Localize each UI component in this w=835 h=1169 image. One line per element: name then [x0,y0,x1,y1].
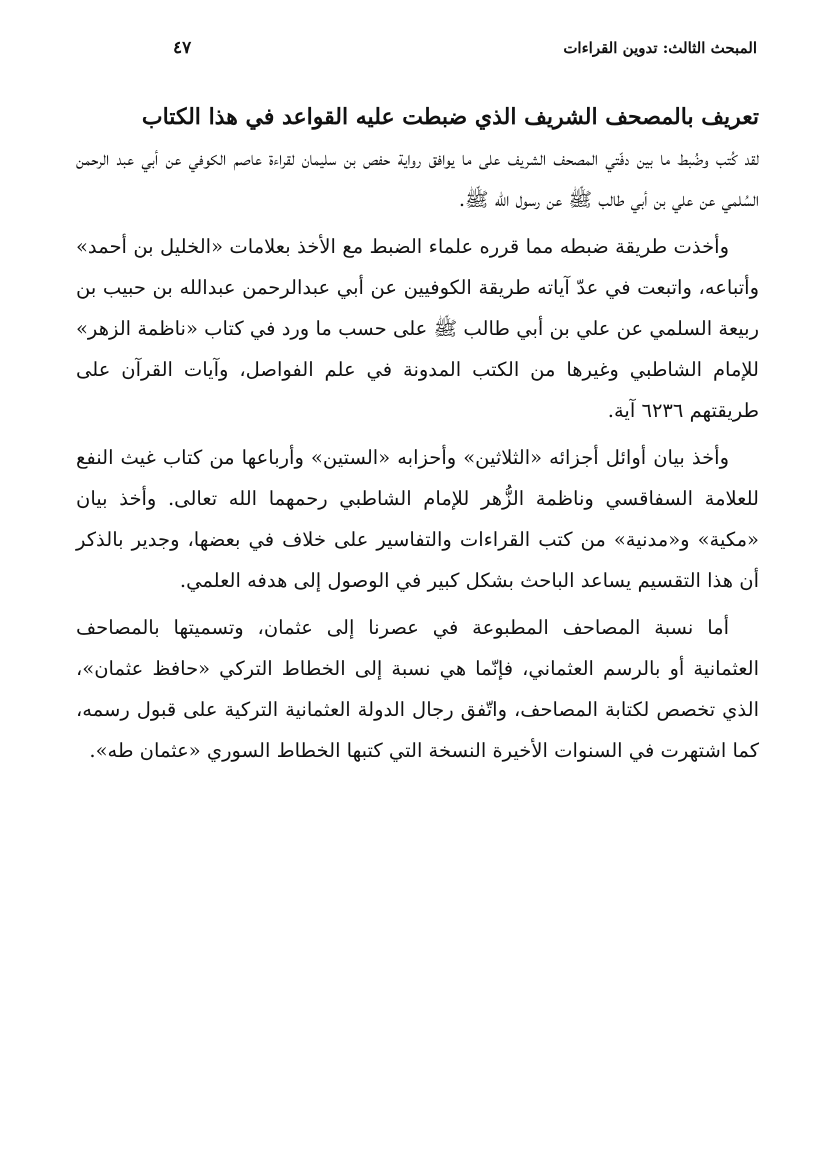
running-title: المبحث الثالث: تدوين القراءات [563,39,757,57]
page-body [76,97,759,777]
page-number: ٤٧ [173,38,192,58]
paragraph-1: لقد كُتب وضُبط ما بين دفّتي المصحف الشريف على ما يوافق رواية حفص بن سليمان لقراءة عاصم الكوفي عن أبي عبد الرحمن السُلمي عن علي بن أبي طالب ﷺ عن رسول الله ﷺ. [76,147,759,211]
running-header [78,34,757,62]
section-heading: تعريف بالمصحف الشريف الذي ضبطت عليه القواعد في هذا الكتاب [141,104,759,130]
paragraph-3: وأخذ بيان أوائل أجزائه «الثلاثين» وأحزابه «الستين» وأرباعها من كتاب غيث النفع للعلامة السفاقسي وناظمة الزُّهر للإمام الشاطبي رحمهما الله تعالى. وأخذ بيان «مكية» و«مدنية» من كتب القراءات والتفاسير على خلاف في بعضها، وجدير بالذكر أن هذا التقسيم يساعد الباحث بشكل كبير في الوصول إلى هدفه العلمي. [76,446,759,592]
paragraph-2: وأخذت طريقة ضبطه مما قرره علماء الضبط مع الأخذ بعلامات «الخليل بن أحمد» وأتباعه، واتبعت في عدّ آياته طريقة الكوفيين عن أبي عبدالرحمن عبدالله بن حبيب بن ربيعة السلمي عن علي بن أبي طالب ﷺ على حسب ما ورد في كتاب «ناظمة الزهر» للإمام الشاطبي وغيرها من الكتب المدونة في علم الفواصل، وآيات القرآن على طريقتهم ٦٢٣٦ آية. [76,235,759,422]
paragraph-4: أما نسبة المصاحف المطبوعة في عصرنا إلى عثمان، وتسميتها بالمصاحف العثمانية أو بالرسم العثماني، فإنّما هي نسبة إلى الخطاط التركي «حافظ عثمان»، الذي تخصص لكتابة المصاحف، واتّفق رجال الدولة العثمانية التركية على قبول رسمه، كما اشتهرت في السنوات الأخيرة النسخة التي كتبها الخطاط السوري «عثمان طه». [76,616,759,762]
header-divider [78,76,757,77]
